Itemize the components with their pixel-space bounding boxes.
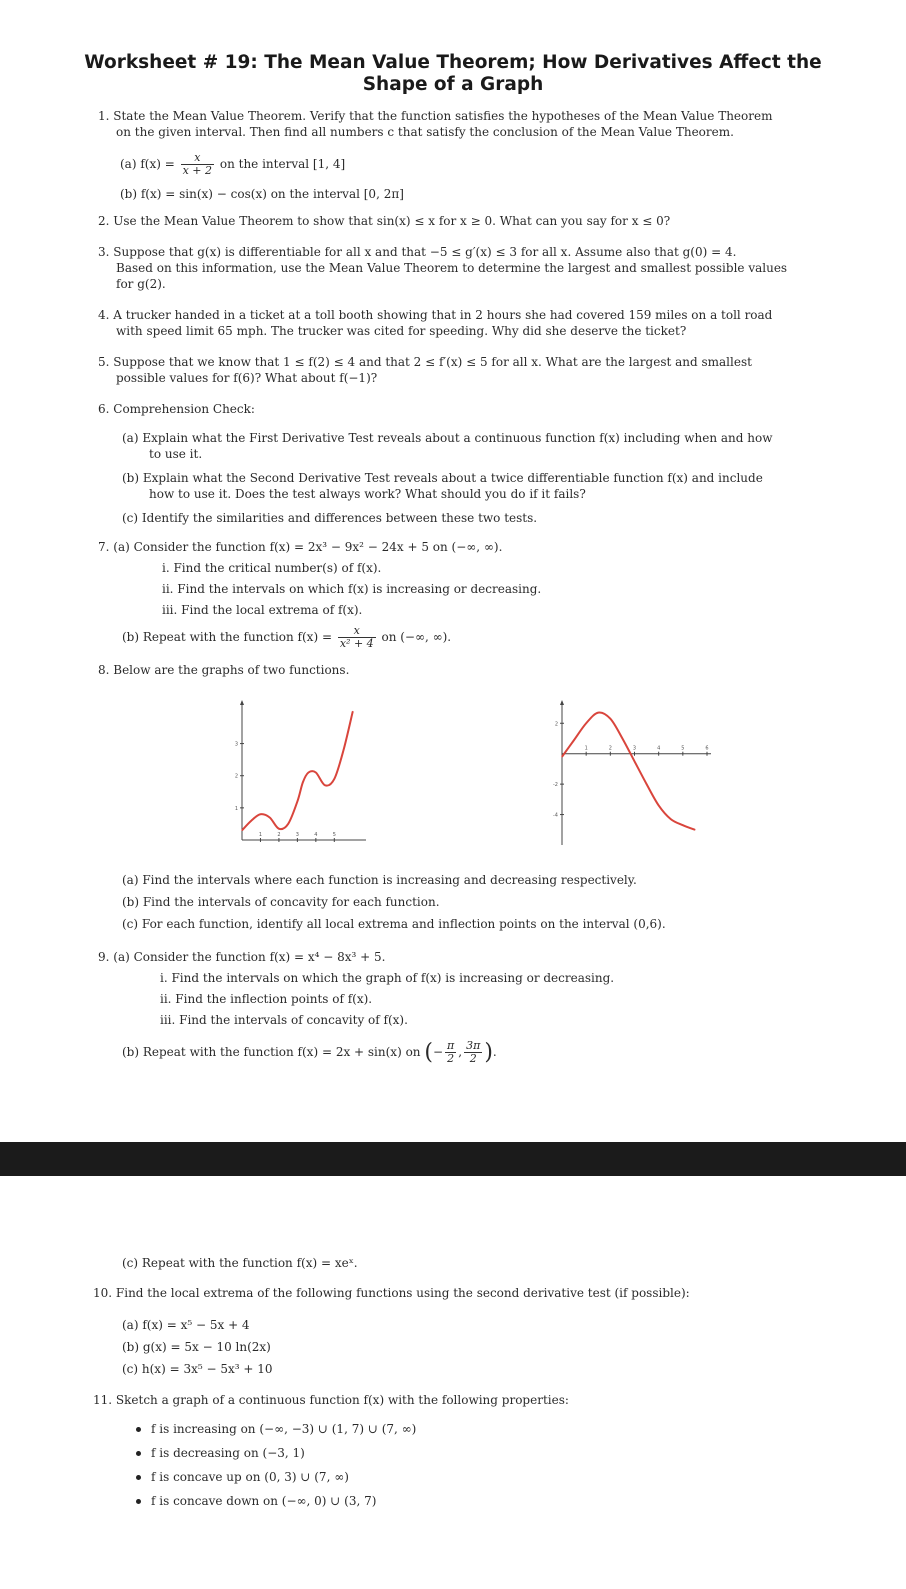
q1-part-b: (b) f(x) = sin(x) − cos(x) on the interval [0, 2π]	[120, 187, 404, 201]
q10-heading: 10. Find the local extrema of the following functions using the second derivative test (if possible):	[93, 1286, 690, 1300]
right-graph-data-point	[622, 738, 623, 739]
graph-right	[532, 695, 722, 855]
q1-line-1: 1. State the Mean Value Theorem. Verify that the function satisfies the hypotheses of the Mean Value Theorem	[98, 109, 773, 123]
left-graph-data-point	[308, 772, 309, 773]
left-graph-data-point	[324, 785, 325, 786]
q9-part-a: 9. (a) Consider the function f(x) = x⁴ − 8x³ + 5.	[98, 950, 386, 964]
q8-part-b: (b) Find the intervals of concavity for each function.	[122, 895, 440, 909]
q9b-num-2: 3π	[466, 1039, 481, 1052]
q7b-fraction	[338, 625, 376, 650]
q6-part-b-2: how to use it. Does the test always work? What should you do if it fails?	[149, 487, 586, 501]
q1a-fraction	[181, 152, 214, 177]
q10-part-b: (b) g(x) = 5x − 10 ln(2x)	[122, 1340, 271, 1354]
left-graph-data-point	[269, 817, 270, 818]
q5-line-1: 5. Suppose that we know that 1 ≤ f(2) ≤ 4 and that 2 ≤ f′(x) ≤ 5 for all x. What are the largest and smallest	[98, 355, 752, 369]
right-graph-y-tick-label: 2	[554, 721, 558, 728]
left-graph-data-point	[260, 814, 261, 815]
q9b-fraction-1	[445, 1040, 456, 1065]
right-graph-data-point	[682, 825, 683, 826]
q9-item-ii: ii. Find the inflection points of f(x).	[160, 992, 373, 1006]
left-graph-data-point	[251, 820, 252, 821]
q1a-rest: on the interval [1, 4]	[219, 157, 346, 171]
bullet-dot-icon	[136, 1427, 141, 1432]
q10-part-a: (a) f(x) = x⁵ − 5x + 4	[122, 1318, 250, 1332]
q11-bullet-3	[136, 1470, 349, 1485]
q9-part-b: (b) Repeat with the function f(x) = 2x + sin(x) on (− $\frac{\pi}{2}$ , $\frac{3\pi}{2}$ ).	[122, 1039, 497, 1065]
bullet-dot-icon	[136, 1475, 141, 1480]
bullet-dot-icon	[136, 1499, 141, 1504]
q11-bullet-3-text: f is concave up on (0, 3) ∪ (7, ∞)	[151, 1470, 349, 1484]
right-graph-x-tick-label: 3	[632, 745, 637, 752]
right-graph-data-point	[646, 784, 647, 785]
q2-text: 2. Use the Mean Value Theorem to show that sin(x) ≤ x for x ≥ 0. What can you say for x ≤ 0?	[98, 214, 671, 228]
right-graph-data-point	[610, 718, 611, 719]
right-graph-data-point	[573, 739, 574, 740]
q11-bullet-2-text: f is decreasing on (−3, 1)	[151, 1446, 305, 1460]
q7-part-b	[122, 625, 451, 650]
q7-item-ii: ii. Find the intervals on which f(x) is increasing or decreasing.	[162, 582, 542, 596]
worksheet-title	[0, 52, 906, 96]
q6-part-c: (c) Identify the similarities and differences between these two tests.	[122, 511, 538, 525]
q10-part-c: (c) h(x) = 3x⁵ − 5x³ + 10	[122, 1362, 273, 1376]
right-graph-curve-line	[562, 712, 695, 829]
bullet-dot-icon	[136, 1451, 141, 1456]
left-graph-y-arrow-icon	[240, 700, 244, 705]
right-graph-data-point	[634, 761, 635, 762]
left-graph-data-point	[288, 823, 289, 824]
q11-bullet-4-text: f is concave down on (−∞, 0) ∪ (3, 7)	[151, 1494, 377, 1508]
q9b-fraction-2	[464, 1040, 482, 1065]
q9-item-i: i. Find the intervals on which the graph of f(x) is increasing or decreasing.	[160, 971, 615, 985]
right-graph-data-point	[586, 723, 587, 724]
q9-part-c: (c) Repeat with the function f(x) = xeˣ.	[122, 1256, 358, 1270]
q3-line-1: 3. Suppose that g(x) is differentiable for all x and that −5 ≤ g′(x) ≤ 3 for all x. Assume also that g(0) = 4.	[98, 245, 737, 259]
right-graph-y-arrow-icon	[560, 700, 564, 705]
left-graph-data-point	[297, 801, 298, 802]
left-graph-x-tick-label: 4	[314, 832, 318, 838]
q5-line-2: possible values for f(6)? What about f(−1)?	[116, 371, 378, 385]
left-graph-x-tick-label: 5	[332, 832, 336, 838]
right-graph-y-tick-label: -4	[553, 812, 558, 819]
q3-line-3: for g(2).	[116, 277, 166, 291]
left-graph-x-tick-label: 2	[277, 832, 281, 838]
q9b-den-1: 2	[447, 1052, 455, 1065]
right-graph-x-tick-label: 6	[705, 745, 709, 752]
q9b-label: (b) Repeat with the function f(x) = 2x + sin(x) on	[122, 1045, 421, 1059]
q9-item-iii: iii. Find the intervals of concavity of f(x).	[160, 1013, 408, 1027]
right-graph-data-point	[658, 805, 659, 806]
q9b-num-1: π	[447, 1039, 455, 1052]
q1-line-2: on the given interval. Then find all numbers c that satisfy the conclusion of the Mean Value Theorem.	[116, 125, 734, 139]
q11-bullet-1-text: f is increasing on (−∞, −3) ∪ (1, 7) ∪ (7, ∞)	[151, 1422, 417, 1436]
q3-line-2: Based on this information, use the Mean Value Theorem to determine the largest and smallest possible values	[116, 261, 788, 275]
q7-item-i: i. Find the critical number(s) of f(x).	[162, 561, 382, 575]
q11-bullet-1	[136, 1422, 416, 1437]
left-graph-y-tick-label: 3	[234, 741, 238, 748]
q8-part-a: (a) Find the intervals where each function is increasing and decreasing respectively.	[122, 873, 637, 887]
left-graph-data-point	[278, 828, 279, 829]
page-break-band	[0, 1142, 906, 1176]
left-graph-data-point	[241, 830, 242, 831]
q6-part-b-1: (b) Explain what the Second Derivative Test reveals about a twice differentiable function f(x) and include	[122, 471, 763, 485]
q7b-den: x² + 4	[339, 637, 374, 650]
right-graph-data-point	[561, 756, 562, 757]
left-graph-y-tick-label: 2	[234, 773, 238, 780]
right-graph-data-point	[670, 819, 671, 820]
q1a-num: x	[181, 152, 214, 165]
q7-item-iii: iii. Find the local extrema of f(x).	[162, 603, 363, 617]
q1-part-a	[120, 152, 345, 177]
left-graph-x-tick-label: 1	[258, 832, 263, 838]
q4-line-1: 4. A trucker handed in a ticket at a toll booth showing that in 2 hours she had covered 159 miles on a toll road	[98, 308, 773, 322]
left-graph-data-point	[302, 782, 303, 783]
q9b-close-paren: )	[484, 1040, 493, 1065]
right-graph-x-tick-label: 2	[608, 745, 612, 752]
right-graph-data-point	[598, 712, 599, 713]
right-graph-y-tick-label: -2	[553, 782, 558, 789]
left-graph-x-tick-label: 3	[295, 832, 299, 838]
q7b-num: x	[338, 625, 376, 638]
q6-part-a-2: to use it.	[149, 447, 203, 461]
q7b-label: (b) Repeat with the function f(x) =	[122, 630, 332, 644]
q11-heading: 11. Sketch a graph of a continuous function f(x) with the following properties:	[93, 1393, 569, 1407]
right-graph-x-tick-label: 5	[681, 745, 685, 752]
q9b-den-2: 2	[469, 1052, 477, 1065]
graph-left	[232, 695, 482, 855]
q9b-open-paren: (	[424, 1040, 433, 1065]
q1a-label: (a) f(x) =	[120, 157, 175, 171]
title-line-1: Worksheet # 19: The Mean Value Theorem; How Derivatives Affect the	[84, 52, 822, 73]
q6-heading: 6. Comprehension Check:	[98, 402, 255, 416]
right-graph-x-tick-label: 1	[584, 745, 588, 752]
q8-intro: 8. Below are the graphs of two functions.	[98, 663, 350, 677]
left-graph-data-point	[334, 778, 335, 779]
left-graph-data-point	[315, 772, 316, 773]
q11-bullet-2	[136, 1446, 305, 1461]
left-graph-curve-line	[242, 711, 353, 830]
q7-part-a: 7. (a) Consider the function f(x) = 2x³ − 9x² − 24x + 5 on (−∞, ∞).	[98, 540, 503, 554]
q7b-rest: on (−∞, ∞).	[381, 630, 452, 644]
q8-part-c: (c) For each function, identify all local extrema and inflection points on the interval (0,6).	[122, 917, 666, 931]
left-graph-data-point	[343, 749, 344, 750]
q4-line-2: with speed limit 65 mph. The trucker was cited for speeding. Why did she deserve the ticket?	[116, 324, 687, 338]
right-graph-data-point	[694, 829, 695, 830]
q1a-den: x + 2	[182, 164, 213, 177]
left-graph-data-point	[352, 711, 353, 712]
title-line-2: Shape of a Graph	[362, 74, 544, 95]
right-graph-x-tick-label: 4	[657, 745, 661, 752]
q11-bullet-4	[136, 1494, 376, 1509]
q6-part-a-1: (a) Explain what the First Derivative Test reveals about a continuous function f(x) including when and how	[122, 431, 773, 445]
left-graph-y-tick-label: 1	[234, 805, 238, 812]
